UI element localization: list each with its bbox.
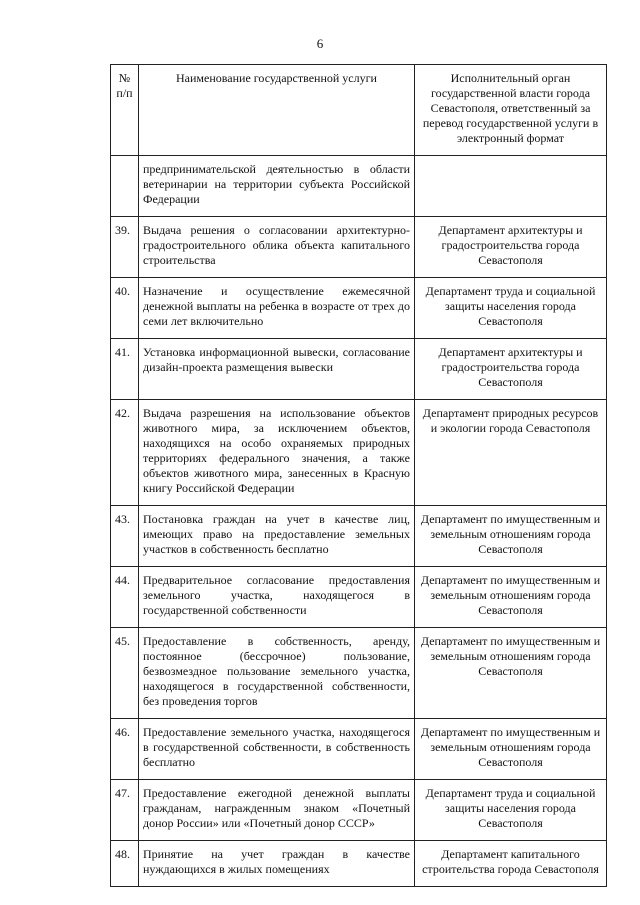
services-table bbox=[110, 64, 607, 887]
row-responsible-body: Департамент труда и социальной защиты населения города Севастополя bbox=[415, 780, 607, 841]
table-row bbox=[111, 400, 607, 506]
row-service-name: Выдача разрешения на использование объектов животного мира, за исключением объектов, находящихся на особо охраняемых природных территориях федерального значения, а также объектов животного мира, занесенных в Красную книгу Российской Федерации bbox=[139, 400, 415, 506]
header-responsible-body: Исполнительный орган государственной власти города Севастополя, ответственный за перевод государственной услуги в электронный формат bbox=[415, 65, 607, 156]
row-service-name: Установка информационной вывески, согласование дизайн-проекта размещения вывески bbox=[139, 339, 415, 400]
row-service-name: Предоставление ежегодной денежной выплаты гражданам, награжденным знаком «Почетный донор России» или «Почетный донор СССР» bbox=[139, 780, 415, 841]
table-row-continued bbox=[111, 156, 607, 217]
row-responsible-body: Департамент по имущественным и земельным отношениям города Севастополя bbox=[415, 628, 607, 719]
row-responsible-body: Департамент труда и социальной защиты населения города Севастополя bbox=[415, 278, 607, 339]
row-service-name: Назначение и осуществление ежемесячной денежной выплаты на ребенка в возрасте от трех до семи лет включительно bbox=[139, 278, 415, 339]
header-service-name: Наименование государственной услуги bbox=[139, 65, 415, 156]
header-number: № п/п bbox=[111, 65, 139, 156]
row-responsible-body: Департамент архитектуры и градостроительства города Севастополя bbox=[415, 339, 607, 400]
row-responsible-body bbox=[415, 156, 607, 217]
row-responsible-body: Департамент капитального строительства города Севастополя bbox=[415, 841, 607, 887]
table-row bbox=[111, 278, 607, 339]
row-service-name: Выдача решения о согласовании архитектурно-градостроительного облика объекта капитального строительства bbox=[139, 217, 415, 278]
row-responsible-body: Департамент архитектуры и градостроительства города Севастополя bbox=[415, 217, 607, 278]
table-header-row bbox=[111, 65, 607, 156]
row-service-name: предпринимательской деятельностью в области ветеринарии на территории субъекта Российской Федерации bbox=[139, 156, 415, 217]
row-number: 45. bbox=[111, 628, 139, 719]
table-row bbox=[111, 567, 607, 628]
table-row bbox=[111, 719, 607, 780]
row-number: 47. bbox=[111, 780, 139, 841]
row-responsible-body: Департамент по имущественным и земельным отношениям города Севастополя bbox=[415, 719, 607, 780]
row-responsible-body: Департамент природных ресурсов и экологии города Севастополя bbox=[415, 400, 607, 506]
row-service-name: Принятие на учет граждан в качестве нуждающихся в жилых помещениях bbox=[139, 841, 415, 887]
row-number: 41. bbox=[111, 339, 139, 400]
page-number: 6 bbox=[316, 36, 324, 51]
row-number: 46. bbox=[111, 719, 139, 780]
table-row bbox=[111, 628, 607, 719]
row-number: 44. bbox=[111, 567, 139, 628]
row-number: 42. bbox=[111, 400, 139, 506]
row-service-name: Предоставление в собственность, аренду, постоянное (бессрочное) пользование, безвозмездное пользование земельного участка, находящегося в государственной собственности, без проведения торгов bbox=[139, 628, 415, 719]
row-responsible-body: Департамент по имущественным и земельным отношениям города Севастополя bbox=[415, 506, 607, 567]
table-row bbox=[111, 339, 607, 400]
row-service-name: Постановка граждан на учет в качестве лиц, имеющих право на предоставление земельных участков в собственность бесплатно bbox=[139, 506, 415, 567]
row-number: 39. bbox=[111, 217, 139, 278]
row-number: 40. bbox=[111, 278, 139, 339]
row-number: 43. bbox=[111, 506, 139, 567]
table-row bbox=[111, 506, 607, 567]
table-row bbox=[111, 841, 607, 887]
row-service-name: Предоставление земельного участка, находящегося в государственной собственности, в собственность бесплатно bbox=[139, 719, 415, 780]
row-number bbox=[111, 156, 139, 217]
table-row bbox=[111, 217, 607, 278]
table-row bbox=[111, 780, 607, 841]
row-number: 48. bbox=[111, 841, 139, 887]
row-service-name: Предварительное согласование предоставления земельного участка, находящегося в государственной собственности bbox=[139, 567, 415, 628]
row-responsible-body: Департамент по имущественным и земельным отношениям города Севастополя bbox=[415, 567, 607, 628]
